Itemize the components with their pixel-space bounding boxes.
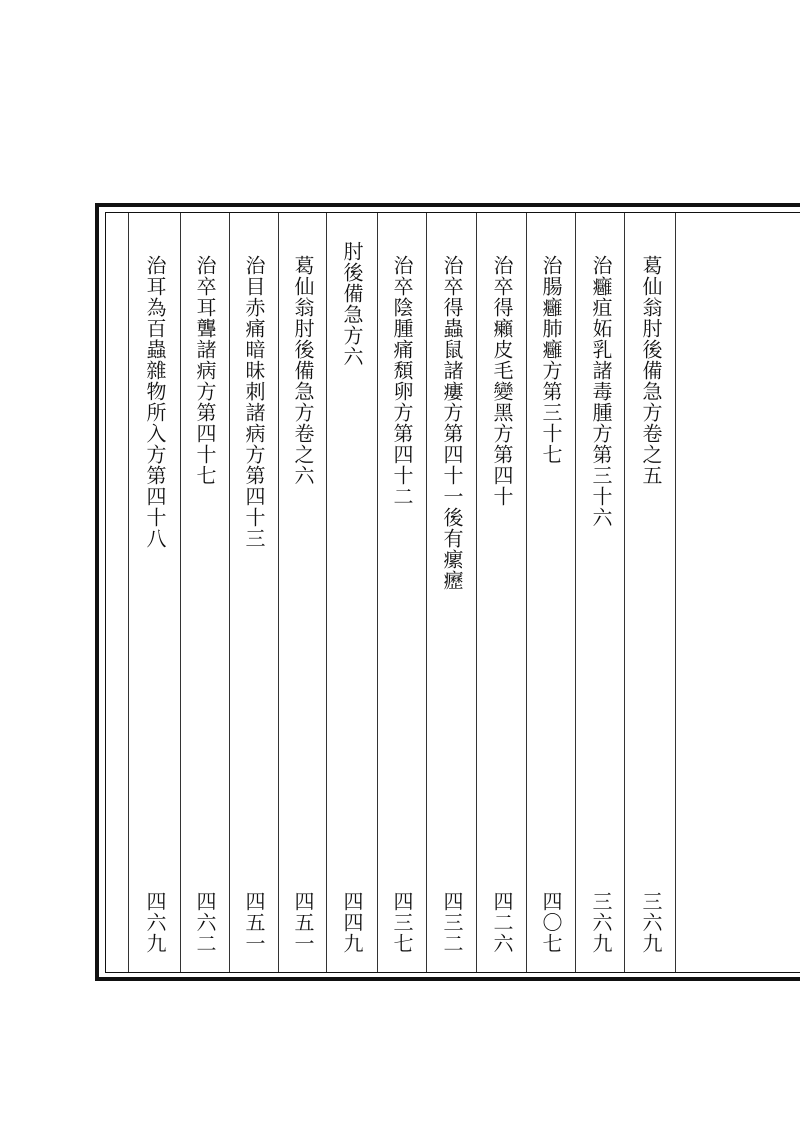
toc-entry[interactable] <box>328 213 376 972</box>
entry-title: 治卒耳聾諸病方第四十七 <box>193 255 217 486</box>
column-rule <box>128 213 129 972</box>
entry-page-number: 四〇七 <box>539 891 563 954</box>
column-rule <box>426 213 427 972</box>
column-rule <box>575 213 576 972</box>
entry-title: 肘後備急方六 <box>340 241 364 367</box>
column-rule <box>476 213 477 972</box>
toc-entry[interactable] <box>478 213 526 972</box>
entry-page-number: 四五一 <box>242 891 266 954</box>
entry-page-number: 三六九 <box>639 891 663 954</box>
toc-entry[interactable] <box>230 213 278 972</box>
toc-entry[interactable] <box>181 213 229 972</box>
entry-title: 治目赤痛暗昧刺諸病方第四十三 <box>242 255 266 549</box>
toc-entry[interactable] <box>279 213 327 972</box>
entry-title: 治卒陰腫痛頹卵方第四十二 <box>390 255 414 507</box>
toc-entry[interactable] <box>577 213 625 972</box>
entry-page-number: 四二六 <box>490 891 514 954</box>
toc-entry[interactable] <box>527 213 575 972</box>
entry-title: 治卒得蟲鼠諸瘻方第四十一後有瘰癧 <box>440 255 464 591</box>
entry-page-number: 四三七 <box>390 891 414 954</box>
entry-page-number: 四四九 <box>340 891 364 954</box>
toc-entry[interactable] <box>428 213 476 972</box>
entry-title: 治癰疽妬乳諸毒腫方第三十六 <box>589 255 613 528</box>
entry-page-number: 四五一 <box>291 891 315 954</box>
entry-title: 葛仙翁肘後備急方卷之六 <box>291 255 315 486</box>
entry-title: 治腸癰肺癰方第三十七 <box>539 255 563 465</box>
toc-entry[interactable] <box>131 213 179 972</box>
entry-title: 葛仙翁肘後備急方卷之五 <box>639 255 663 486</box>
entry-title: 治卒得癩皮毛變黑方第四十 <box>490 255 514 507</box>
entry-page-number: 四六二 <box>193 891 217 954</box>
entry-page-number: 三六九 <box>589 891 613 954</box>
entry-title: 治耳為百蟲雜物所入方第四十八 <box>143 255 167 549</box>
entry-page-number: 四六九 <box>143 891 167 954</box>
column-rule <box>675 213 676 972</box>
toc-entry[interactable] <box>627 213 675 972</box>
entry-page-number: 四三二 <box>440 891 464 954</box>
toc-entry[interactable] <box>378 213 426 972</box>
